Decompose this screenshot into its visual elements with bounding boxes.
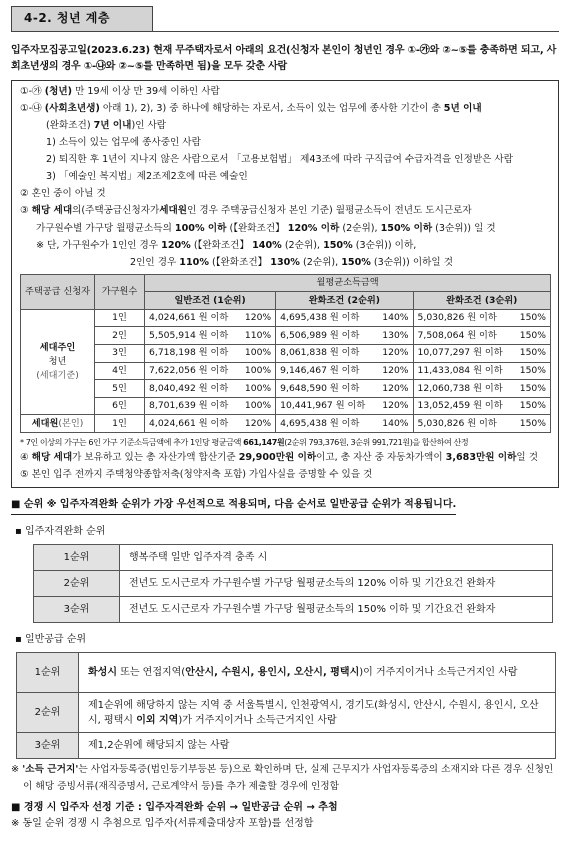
- cell-percent: 140%: [376, 309, 413, 327]
- rank-label: (2순위),: [284, 239, 320, 251]
- rank-label: (3순위)) 이하일 것: [373, 256, 453, 268]
- relaxed-priority-table: [33, 544, 553, 623]
- criterion-emphasis: 세대원: [159, 205, 188, 217]
- group-label: 세대원: [31, 417, 59, 429]
- criterion-text: 의(주택공급신청자가: [72, 205, 160, 217]
- income-table: [20, 274, 551, 433]
- col-income: 월평균소득금액: [145, 274, 551, 292]
- relaxed-priority-title: ▪ 입주자격완화 순위: [15, 526, 106, 538]
- col-relaxed-3: 완화조건 (3순위): [413, 292, 550, 310]
- cell-percent: 150%: [513, 327, 550, 345]
- sub-criterion-2: 2) 퇴직한 후 1년이 지나지 않은 사람으로서 「고용보험법」 제43조에 따라 구직급여 수급자격을 인정받은 사람: [46, 154, 513, 166]
- cell-amount: 4,024,661 원 이하: [145, 309, 239, 327]
- criterion-text: 아래 1), 2), 3) 중 하나에 해당하는 자로서, 소득이 있는 업무에 종사한 기간이 총: [102, 103, 441, 115]
- table-row: [21, 415, 551, 433]
- income-percent: 110%: [179, 256, 209, 268]
- rank-cell: 2순위: [34, 571, 120, 597]
- criterion-emphasis: 3,683만원 이하: [445, 451, 517, 463]
- criterion-label: 해당 세대: [31, 451, 73, 463]
- rank-text: 또는 연접지역(: [116, 667, 186, 679]
- sub-criterion-1: 1) 소득이 있는 업무에 종사중인 사람: [46, 137, 201, 149]
- cell-percent: 110%: [238, 327, 275, 345]
- cell-amount: 7,508,064 원 이하: [413, 327, 513, 345]
- cell-percent: 120%: [238, 309, 275, 327]
- criterion-emphasis: 29,900만원 이하: [238, 451, 317, 463]
- criterion-income-line3: [20, 237, 551, 254]
- cell-percent: 120%: [238, 415, 275, 433]
- cell-percent: 120%: [376, 362, 413, 380]
- income-basis-note: [11, 762, 559, 795]
- rank-desc: 전년도 도시근로자 가구원수별 가구당 월평균소득의 120% 이하 및 기간요건 완화자: [120, 571, 553, 597]
- income-percent: 120% 이하: [287, 222, 340, 234]
- criterion-unmarried: ② 혼인 중이 아닐 것: [20, 188, 106, 200]
- priority-title: ■ 순위 ※ 입주자격완화 순위가 가장 우선적으로 적용되며, 다음 순서로 일반공급 순위가 적용됩니다.: [11, 498, 456, 515]
- criterion-emphasis: 5년 이내: [443, 103, 482, 115]
- rank-cell: 3순위: [34, 597, 120, 623]
- criterion-text: 인 경우 주택공급신청자 본인 기준) 월평균소득이 전년도 도시근로자: [187, 205, 472, 217]
- cell-amount: 6,506,989 원 이하: [276, 327, 376, 345]
- cell-amount: 8,061,838 원 이하: [276, 345, 376, 363]
- note-text: (2순위 793,376원, 3순위 991,721원)을 합산하여 산정: [284, 437, 469, 448]
- table-header-row: [21, 274, 551, 292]
- income-percent: 150%: [323, 239, 353, 251]
- cell-percent: 100%: [238, 362, 275, 380]
- rank-desc: 전년도 도시근로자 가구원수별 가구당 월평균소득의 150% 이하 및 기간요건 완화자: [120, 597, 553, 623]
- cell-amount: 8,040,492 원 이하: [145, 380, 239, 398]
- criterion-text: 가 보유하고 있는 총 자산가액 합산기준: [72, 451, 236, 463]
- rank-label: (2순위),: [342, 222, 378, 234]
- col-members: 가구원수: [95, 274, 145, 309]
- col-applicant: 주택공급 신청자: [21, 274, 95, 309]
- group-sublabel: (본인): [58, 417, 84, 429]
- income-percent: 140%: [252, 239, 282, 251]
- header-divider: [153, 6, 559, 32]
- income-percent: 120%: [161, 239, 191, 251]
- section-title: 4-2. 청년 계층: [11, 6, 153, 32]
- cell-amount: 4,695,438 원 이하: [276, 415, 376, 433]
- region-emphasis: 화성시: [88, 667, 117, 679]
- income-percent: 150%: [341, 256, 371, 268]
- criterion-number: ③: [20, 205, 29, 217]
- cell-amount: 12,060,738 원 이하: [413, 380, 513, 398]
- rank-cell: 3순위: [17, 733, 79, 759]
- cell-percent: 150%: [513, 397, 550, 415]
- cell-amount: 5,030,826 원 이하: [413, 309, 513, 327]
- criterion-number: ④: [20, 451, 29, 463]
- criterion-label: 해당 세대: [31, 205, 73, 217]
- group-label: 청년: [48, 356, 67, 368]
- note-text: 는 사업자등록증(법인등기부등본 등)으로 확인하며 단, 실제 근무지가 사업자등록증의 소재지와 다른 경우 신청인이 해당 증빙서류(재직증명서, 근로계약서 등)를 추가 제출할 경우에 인정함: [23, 764, 554, 792]
- criterion-new-worker-relaxed: [20, 117, 551, 134]
- cell-members: 4인: [95, 362, 145, 380]
- criterion-text: 이고, 총 자산 중 자동차가액이: [316, 451, 443, 463]
- rank-desc: 행복주택 일반 입주자격 충족 시: [120, 545, 553, 571]
- cell-amount: 6,718,198 원 이하: [145, 345, 239, 363]
- cell-members: 1인: [95, 309, 145, 327]
- cell-percent: 130%: [376, 327, 413, 345]
- criterion-number: ①-㉯: [20, 103, 42, 115]
- rank-cell: 2순위: [17, 693, 79, 733]
- table-row: [17, 733, 556, 759]
- rank-text: )이 거주지이거나 소득근거지인 사람: [359, 667, 518, 679]
- selection-criteria-title: ■ 경쟁 시 입주자 선정 기준 : 입주자격완화 순위 → 일반공급 순위 → 추첨: [11, 802, 338, 814]
- criterion-new-worker: [20, 100, 551, 117]
- cell-members: 5인: [95, 380, 145, 398]
- selection-criteria-note: ※ 동일 순위 경쟁 시 추첨으로 입주자(서류제출대상자 포함)를 선정함: [11, 818, 314, 830]
- rank-cell: 1순위: [34, 545, 120, 571]
- criterion-income-line4: [20, 254, 551, 271]
- income-text: 가구원수별 가구당 월평균소득의: [36, 222, 172, 234]
- table-row: [17, 653, 556, 693]
- cell-percent: 100%: [238, 380, 275, 398]
- cell-members: 3인: [95, 345, 145, 363]
- relaxed-label: (【완화조건】: [229, 222, 285, 234]
- relaxed-label: (【완화조건】: [193, 239, 250, 251]
- group-sublabel: (세대기준): [36, 370, 79, 382]
- rank-cell: 1순위: [17, 653, 79, 693]
- cell-amount: 10,441,967 원 이하: [276, 397, 376, 415]
- region-emphasis: 안산시, 수원시, 용인시, 오산시, 평택시: [185, 667, 360, 679]
- criterion-text: 만 19세 이상 만 39세 이하인 사람: [75, 86, 220, 97]
- table-row: [21, 397, 551, 415]
- cell-percent: 120%: [376, 380, 413, 398]
- cell-amount: 13,052,459 원 이하: [413, 397, 513, 415]
- cell-amount: 4,695,438 원 이하: [276, 309, 376, 327]
- relaxed-label: (【완화조건】: [212, 256, 268, 268]
- cell-percent: 140%: [376, 415, 413, 433]
- criterion-text: 일 것: [516, 451, 539, 463]
- table-row: [21, 345, 551, 363]
- rank-desc: 제1,2순위에 해당되지 않는 사람: [79, 733, 556, 759]
- cell-members: 1인: [95, 415, 145, 433]
- cell-amount: 5,030,826 원 이하: [413, 415, 513, 433]
- table-row: [34, 571, 553, 597]
- income-percent: 150% 이하: [380, 222, 433, 234]
- table-row: [21, 327, 551, 345]
- general-priority-title: ▪ 일반공급 순위: [15, 634, 87, 646]
- table-row: [34, 597, 553, 623]
- criterion-income-line2: [20, 220, 551, 237]
- cell-amount: 7,622,056 원 이하: [145, 362, 239, 380]
- note-text: * 7인 이상의 가구는 6인 가구 기준소득금액에 추가 1인당 평균금액: [20, 437, 242, 448]
- col-general: 일반조건 (1순위): [145, 292, 276, 310]
- cell-amount: 5,505,914 원 이하: [145, 327, 239, 345]
- cell-percent: 100%: [238, 397, 275, 415]
- criterion-number: ①-㉮: [20, 86, 42, 97]
- region-emphasis: 이외 지역: [136, 714, 179, 726]
- cell-percent: 120%: [376, 397, 413, 415]
- table-row: [17, 693, 556, 733]
- group-householder: [21, 309, 95, 415]
- cell-percent: 150%: [513, 309, 550, 327]
- table-row: [21, 309, 551, 327]
- col-relaxed-2: 완화조건 (2순위): [276, 292, 413, 310]
- section-header: [11, 6, 559, 32]
- criterion-label: (사회초년생): [44, 103, 100, 115]
- cell-percent: 150%: [513, 415, 550, 433]
- cell-amount: 9,146,467 원 이하: [276, 362, 376, 380]
- rank-desc: [79, 653, 556, 693]
- cell-percent: 120%: [376, 345, 413, 363]
- income-percent: 130%: [270, 256, 300, 268]
- criterion-savings: ⑤ 본인 입주 전까지 주택청약종합저축(청약저축 포함) 가입사실을 증명할 수 있을 것: [20, 469, 373, 481]
- criterion-label: (청년): [44, 86, 73, 97]
- criterion-assets: [20, 449, 551, 466]
- cell-amount: 4,024,661 원 이하: [145, 415, 239, 433]
- general-priority-table: [16, 652, 556, 759]
- cell-percent: 100%: [238, 345, 275, 363]
- rank-desc: [79, 693, 556, 733]
- table-row: [34, 545, 553, 571]
- rank-text: )가 거주지이거나 소득근거지인 사람: [178, 714, 337, 726]
- cell-members: 2인: [95, 327, 145, 345]
- criterion-income: [20, 202, 551, 219]
- rank-label: (3순위)) 일 것: [435, 222, 496, 234]
- cell-percent: 150%: [513, 362, 550, 380]
- intro-text: 입주자모집공고일(2023.6.23) 현재 무주택자로서 아래의 요건(신청자 본인이 청년인 경우 ①-㉮와 ②~⑤를 충족하면 되고, 사회초년생의 경우 ①-㉯와 ②~⑤를 만족하면 됨)을 모두 갖춘 사람: [11, 45, 557, 72]
- group-label: 세대주인: [39, 342, 76, 354]
- seven-person-note: [20, 436, 551, 449]
- income-text: 2인인 경우: [130, 256, 177, 268]
- cell-amount: 10,077,297 원 이하: [413, 345, 513, 363]
- note-amount: 661,147원: [243, 437, 285, 448]
- rank-label: (3순위)) 이하,: [355, 239, 417, 251]
- cell-percent: 150%: [513, 380, 550, 398]
- relaxed-label: (완화조건): [46, 120, 91, 132]
- table-row: [21, 362, 551, 380]
- cell-amount: 9,648,590 원 이하: [276, 380, 376, 398]
- income-text: ※ 단, 가구원수가 1인인 경우: [36, 239, 159, 251]
- criteria-box: [11, 80, 559, 488]
- sub-criterion-3: 3) 「예술인 복지법」제2조제2호에 따른 예술인: [46, 171, 248, 183]
- cell-percent: 150%: [513, 345, 550, 363]
- relaxed-value: 7년 이내: [93, 120, 132, 132]
- cell-members: 6인: [95, 397, 145, 415]
- table-row: [21, 380, 551, 398]
- note-term: '소득 근거지': [22, 764, 79, 776]
- income-percent: 100% 이하: [174, 222, 227, 234]
- criterion-youth: [20, 83, 551, 100]
- note-marker: ※: [11, 764, 23, 776]
- cell-amount: 11,433,084 원 이하: [413, 362, 513, 380]
- rank-label: (2순위),: [302, 256, 339, 268]
- cell-amount: 8,701,639 원 이하: [145, 397, 239, 415]
- rank-text: 제1순위에 해당하지 않는 지역 중 서울특별시, 인천광역시, 경기도(화성시, 안산시, 수원시, 용인시, 오산시, 평택시: [88, 699, 539, 726]
- relaxed-suffix: )인 사람: [131, 120, 167, 132]
- group-member: [21, 415, 95, 433]
